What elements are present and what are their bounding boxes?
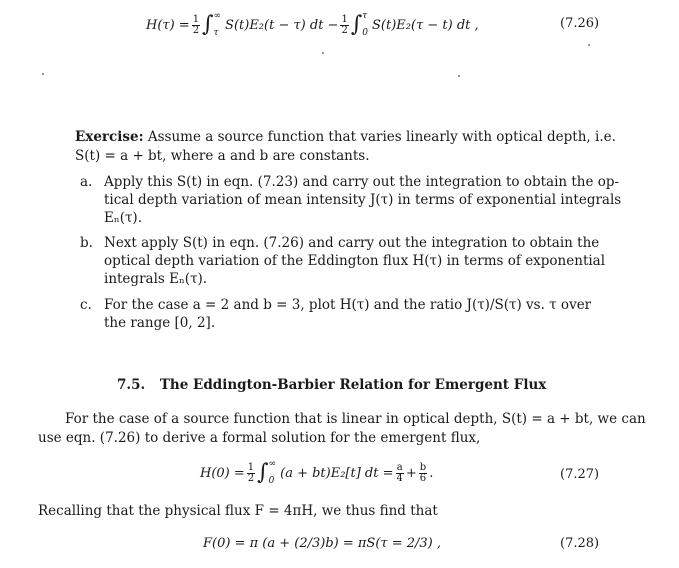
integral-limits: ∞ τ (213, 11, 222, 38)
equation-number: (7.26) (560, 16, 600, 31)
fraction-half: $\frac{1}{2}$ (247, 461, 255, 484)
exercise-intro-line1: Assume a source function that varies linearly with optical depth, i.e. (147, 129, 616, 145)
exercise-item-c: c. For the case a = 2 and b = 3, plot H(τ) and the ratio J(τ)/S(τ) vs. τ over the range [0, 2]. (80, 297, 592, 331)
integrand: (a + bt)E₂[t] dt = (280, 465, 394, 481)
scan-artifact (322, 52, 324, 54)
fraction-half: $\frac{1}{2}$ (341, 13, 348, 36)
paragraph-line: use eqn. (7.26) to derive a formal solution for the emergent flux, (38, 430, 481, 446)
equation-7-26 (146, 10, 479, 40)
equation-number: (7.27) (560, 467, 600, 482)
eq-lhs: H(τ) = (146, 17, 190, 33)
integral-sign: ∫ (257, 460, 269, 485)
equation-7-27 (200, 458, 433, 488)
scan-artifact (588, 44, 590, 46)
eq-lhs: H(0) = (200, 465, 245, 481)
exercise-label: Exercise: (75, 129, 144, 145)
plus-sign: + (405, 465, 417, 481)
section-heading (117, 376, 546, 394)
integral-limits: ∞ 0 (268, 459, 277, 486)
period: . (429, 465, 434, 481)
paragraph-line: For the case of a source function that is linear in optical depth, S(t) = a + bt, we can (65, 411, 646, 427)
paragraph-line: Recalling that the physical flux F = 4πH, we thus find that (38, 503, 438, 519)
scan-artifact (458, 75, 460, 77)
equation-number: (7.28) (560, 536, 600, 551)
exercise-intro (75, 128, 616, 146)
integral-limits: τ 0 (362, 11, 369, 38)
integrand-2: S(t)E₂(τ − t) dt , (372, 17, 479, 33)
section-number: 7.5. (117, 377, 146, 393)
section-title: The Eddington-Barbier Relation for Emergent Flux (159, 377, 547, 393)
exercise-intro-line2: S(t) = a + bt, where a and b are constants. (75, 148, 370, 164)
integral-sign: ∫ (350, 12, 363, 37)
equation-7-28: F(0) = π (a + (2/3)b) = πS(τ = 2/3) , (203, 536, 441, 551)
fraction-half: $\frac{1}{2}$ (192, 13, 200, 36)
fraction-b-over-6: $\frac{b}{6}$ (419, 461, 427, 484)
integrand-1: S(t)E₂(t − τ) dt − (225, 17, 339, 33)
exercise-item-b: b. Next apply S(t) in eqn. (7.26) and carry out the integration to obtain the optical depth variation of the Eddington flux H(τ) in terms of exponential integrals Eₙ(τ). (80, 235, 606, 287)
fraction-a-over-4: $\frac{a}{4}$ (396, 461, 403, 484)
scan-artifact (42, 73, 44, 75)
integral-sign: ∫ (202, 12, 214, 37)
exercise-item-a: a. Apply this S(t) in eqn. (7.23) and carry out the integration to obtain the op- tical depth variation of mean intensity J(τ) in terms of exponential integrals Eₙ(τ). (80, 174, 622, 226)
